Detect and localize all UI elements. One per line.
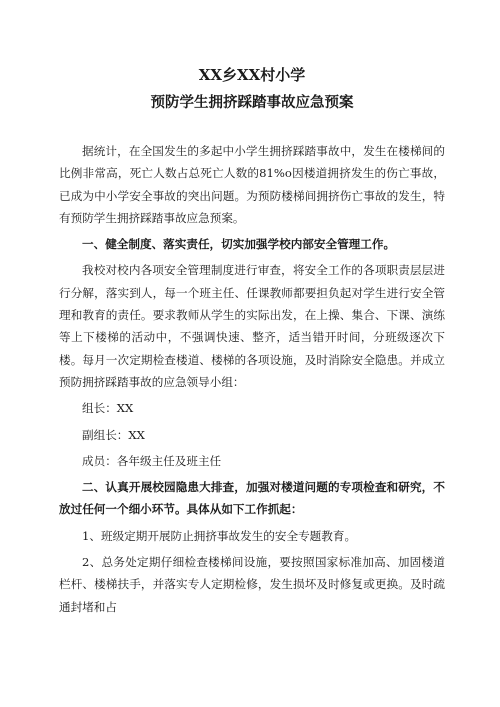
section-2-heading: 二、认真开展校园隐患大排查，加强对楼道问题的专项检查和研究，不放过任何一个细小环节。具体从如下工作抓起： [59, 480, 445, 517]
school-title: XX乡XX村小学 [198, 66, 306, 84]
team-deputy-line: 副组长：XX [82, 427, 145, 442]
team-members-line: 成员：各年级主任及班主任 [82, 453, 222, 468]
intro-paragraph: 据统计，在全国发生的多起中小学生拥挤踩踏事故中，发生在楼梯间的比例非常高，死亡人数占总死亡人数的81%o因楼道拥挤发生的伤亡事故，已成为中小学安全事故的突出问题。为预防楼梯间拥挤伤亡事故的发生，特有预防学生拥挤踩踏事故应急预案。 [59, 144, 445, 225]
team-leader-line: 组长：XX [82, 401, 134, 416]
section-2-item-2: 2、总务处定期仔细检查楼梯间设施，要按照国家标准加高、加固楼道栏杆、楼梯扶手，并落实专人定期检修，发生损坏及时修复或更换。及时疏通封堵和占 [59, 555, 445, 614]
section-1-body: 我校对校内各项安全管理制度进行审查，将安全工作的各项职责层层进行分解，落实到人，每一个班主任、任课教师都要担负起对学生进行安全管理和教育的责任。要求教师从学生的实际出发，在上操、集合、下课、演练等上下楼梯的活动中，不强调快速、整齐，适当错开时间，分班级逐次下楼。每月一次定期检查楼道、楼梯的各项设施，及时消除安全隐患。并成立预防拥挤踩踏事故的应急领导小组： [59, 263, 445, 389]
plan-title: 预防学生拥挤踩踏事故应急预案 [150, 94, 354, 111]
section-1-heading: 一、健全制度、落实责任，切实加强学校内部安全管理工作。 [82, 237, 396, 252]
section-2-item-1: 1、班级定期开展防止拥挤事故发生的安全专题教育。 [82, 528, 357, 543]
